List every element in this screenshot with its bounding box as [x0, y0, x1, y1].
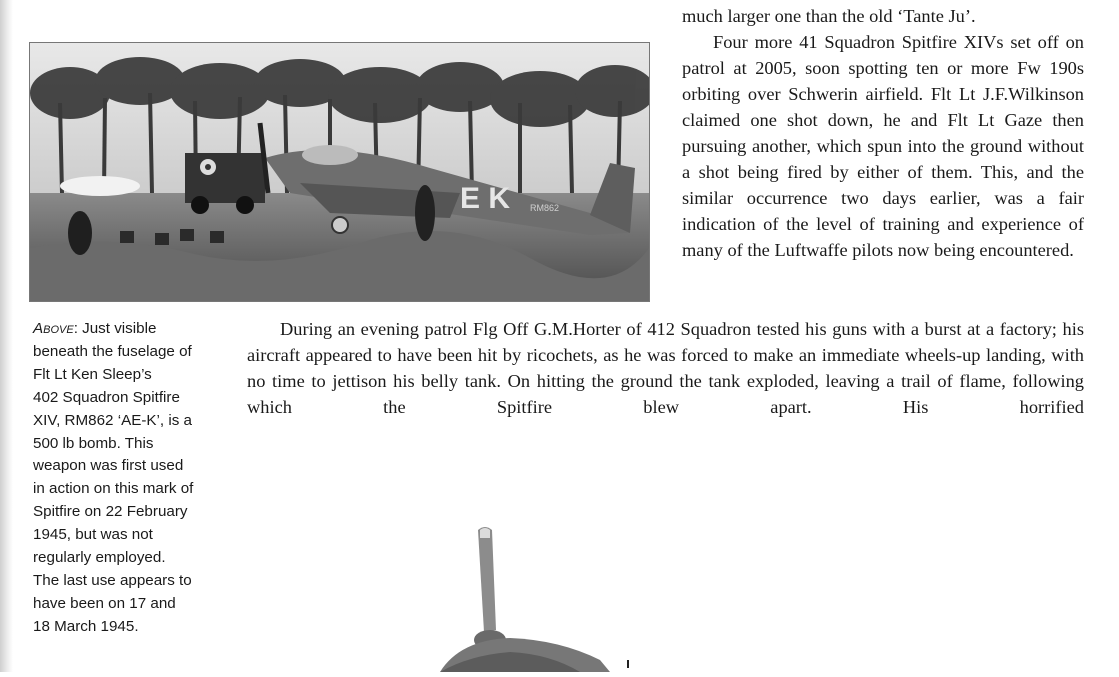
caption-line: 1945, but was not [33, 526, 153, 544]
caption-line: Flt Lt Ken Sleep’s [33, 365, 152, 383]
right-text-column [682, 3, 1084, 263]
page-edge-shadow [0, 0, 13, 672]
caption-line: The last use appears to [33, 571, 192, 589]
caption-line: 500 lb bomb. This [33, 434, 154, 452]
code-letters: E K [460, 182, 511, 215]
caption-line: in action on this mark of [33, 480, 194, 498]
caption-line: 402 Squadron Spitfire [33, 388, 180, 406]
aircraft-nose-photo [400, 520, 700, 672]
caption-line: Above: Just visible [33, 320, 157, 337]
carryover-line: much larger one than the old ‘Tante Ju’. [682, 6, 976, 26]
caption-line: weapon was first used [33, 457, 184, 475]
caption-line: regularly employed. [33, 549, 166, 567]
caption-line: Spitfire on 22 February [33, 503, 188, 521]
squadron-41-paragraph: Four more 41 Squadron Spitfire XIVs set off on patrol at 2005, soon spotting ten or more Fw 190s orbiting over Schwerin airfield. Flt Lt J.F.Wilkinson claimed one shot down, he and Flt Lt Gaze then pursuing another, which spun into the ground without a shot being fired by either of them. This, and the similar occurrence two days earlier, was a fair indication of the level of training and experience of many of the Luftwaffe pilots now being encountered. [682, 32, 1084, 260]
caption-line: have been on 17 and [33, 594, 176, 612]
caption-line: beneath the fuselage of [33, 342, 192, 360]
horter-paragraph: During an evening patrol Flg Off G.M.Horter of 412 Squadron tested his guns with a burst at a factory; his aircraft appeared to have been hit by ricochets, as he was forced to make an immediate wheels-up landing, with no time to jettison his belly tank. On hitting the ground the tank exploded, leaving a trail of flame, following which the Spitfire blew apart. His horrified [247, 319, 1084, 417]
main-text-block [247, 316, 1084, 420]
caption-line: 18 March 1945. [33, 617, 139, 635]
caption-lead: Above [33, 320, 74, 337]
spitfire-photo [29, 42, 650, 302]
photo-caption [33, 318, 218, 639]
aircraft-serial: RM862 [530, 203, 560, 213]
caption-line: XIV, RM862 ‘AE-K’, is a [33, 411, 192, 429]
